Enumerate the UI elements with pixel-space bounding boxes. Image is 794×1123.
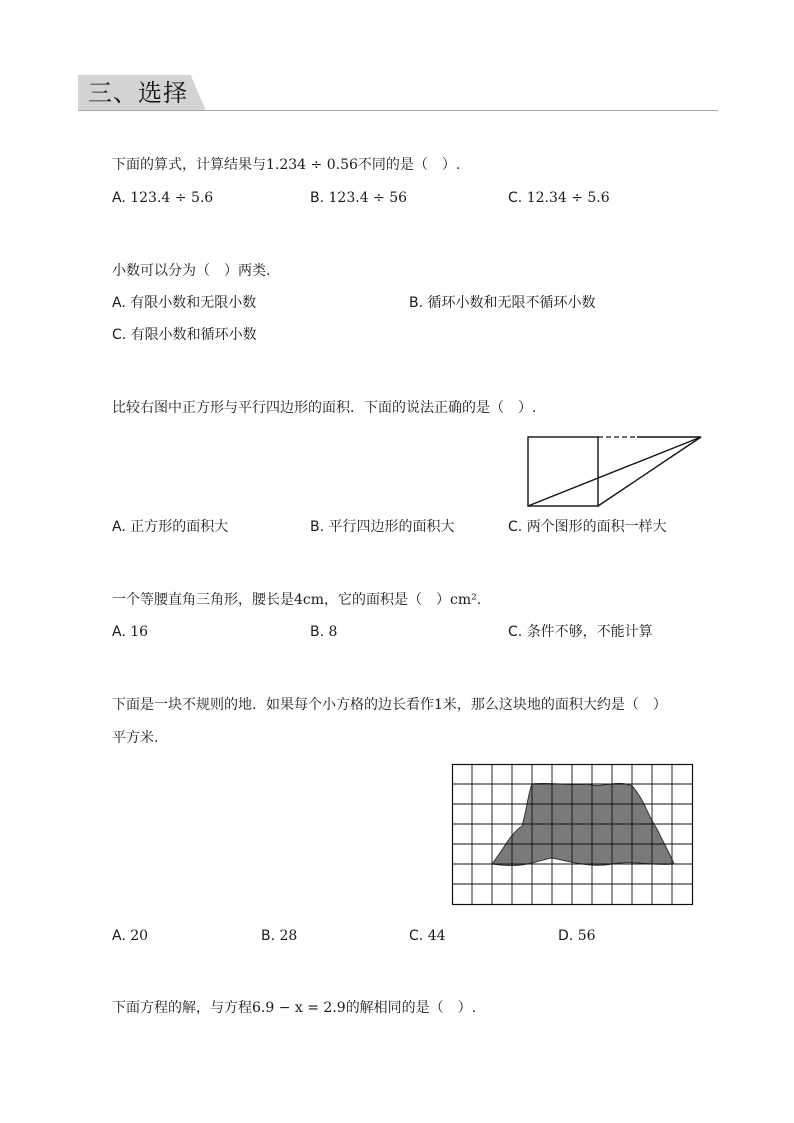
question-1-option-a[interactable] bbox=[112, 188, 213, 208]
option-text: 平行四边形的面积大 bbox=[328, 519, 455, 535]
question-1-stem bbox=[112, 155, 460, 175]
question-2-option-c[interactable] bbox=[112, 325, 257, 345]
question-5-stem-line-1 bbox=[112, 695, 667, 715]
question-4-option-b[interactable] bbox=[310, 622, 337, 642]
option-letter: C. bbox=[508, 190, 523, 206]
option-letter: A. bbox=[112, 295, 126, 311]
option-letter: C. bbox=[508, 519, 523, 535]
option-text: 有限小数和无限小数 bbox=[130, 295, 257, 311]
question-5-stem-tail: 米，那么这块地的面积大约是（ ） bbox=[442, 697, 667, 713]
option-letter: B. bbox=[310, 624, 325, 640]
question-4-stem-tail: . bbox=[476, 592, 482, 608]
option-letter: A. bbox=[112, 928, 126, 944]
question-1-option-c[interactable] bbox=[508, 188, 610, 208]
question-5-option-c[interactable] bbox=[409, 926, 446, 946]
question-1-stem-tail: 不同的是（ ）. bbox=[357, 157, 461, 173]
question-2-option-a[interactable] bbox=[112, 293, 256, 313]
option-text: 16 bbox=[130, 624, 149, 640]
option-text: 有限小数和循环小数 bbox=[130, 327, 257, 343]
irregular-land-grid bbox=[452, 764, 694, 906]
option-letter: B. bbox=[310, 190, 325, 206]
question-4-stem-text: 一个等腰直角三角形，腰长是 bbox=[112, 592, 294, 608]
question-2-stem: 小数可以分为（ ）两类. bbox=[112, 263, 271, 279]
question-3-stem: 比较右图中正方形与平行四边形的面积．下面的说法正确的是（ ）. bbox=[112, 400, 537, 416]
question-1-option-b[interactable] bbox=[310, 188, 407, 208]
question-3-option-a[interactable] bbox=[112, 517, 228, 537]
square-shape bbox=[528, 437, 598, 506]
question-6-stem-tail: 的解相同的是（ ）. bbox=[345, 1000, 477, 1016]
question-6-stem bbox=[112, 998, 476, 1018]
question-4-stem-math: 4cm bbox=[294, 592, 325, 608]
question-1-stem-text: 下面的算式，计算结果与 bbox=[112, 157, 266, 173]
option-text: 123.4 ÷ 56 bbox=[328, 190, 408, 206]
option-text: 8 bbox=[328, 624, 338, 640]
question-5-option-a[interactable] bbox=[112, 926, 148, 946]
option-letter: C. bbox=[112, 327, 127, 343]
option-letter: B. bbox=[409, 295, 424, 311]
question-3-option-b[interactable] bbox=[310, 517, 455, 537]
question-4-stem-mid: ，它的面积是（ ） bbox=[324, 592, 451, 608]
square-parallelogram-figure bbox=[527, 436, 707, 508]
question-2-option-b[interactable] bbox=[409, 293, 596, 313]
question-4-option-a[interactable] bbox=[112, 622, 148, 642]
question-6-stem-text: 下面方程的解，与方程 bbox=[112, 1000, 252, 1016]
option-letter: A. bbox=[112, 190, 126, 206]
option-text: 两个图形的面积一样大 bbox=[526, 519, 667, 535]
option-letter: C. bbox=[409, 928, 424, 944]
question-6-stem-math: 6.9 − x = 2.9 bbox=[252, 1000, 346, 1016]
section-title: 三、选择 bbox=[88, 79, 188, 107]
option-letter: D. bbox=[558, 928, 574, 944]
option-letter: A. bbox=[112, 624, 126, 640]
option-text: 正方形的面积大 bbox=[130, 519, 229, 535]
shaded-irregular-region bbox=[492, 783, 674, 865]
option-letter: A. bbox=[112, 519, 126, 535]
question-5-stem-line-2: 平方米. bbox=[112, 730, 159, 746]
question-3-option-c[interactable] bbox=[508, 517, 667, 537]
question-5-stem-math: 1 bbox=[434, 697, 443, 713]
option-letter: C. bbox=[508, 624, 523, 640]
question-5-stem-text: 下面是一块不规则的地．如果每个小方格的边长看作 bbox=[112, 697, 434, 713]
section-divider bbox=[78, 110, 718, 111]
option-text: 循环小数和无限不循环小数 bbox=[427, 295, 596, 311]
question-5-option-b[interactable] bbox=[261, 926, 297, 946]
option-text: 条件不够，不能计算 bbox=[526, 624, 653, 640]
option-text: 20 bbox=[130, 928, 149, 944]
question-4-stem bbox=[112, 590, 481, 610]
question-1-stem-math: 1.234 ÷ 0.56 bbox=[266, 157, 358, 173]
option-letter: B. bbox=[261, 928, 276, 944]
option-text: 28 bbox=[279, 928, 298, 944]
question-5-option-d[interactable] bbox=[558, 926, 596, 946]
question-4-option-c[interactable] bbox=[508, 622, 653, 642]
option-letter: B. bbox=[310, 519, 325, 535]
option-text: 56 bbox=[577, 928, 596, 944]
option-text: 123.4 ÷ 5.6 bbox=[130, 190, 214, 206]
option-text: 44 bbox=[427, 928, 446, 944]
option-text: 12.34 ÷ 5.6 bbox=[526, 190, 610, 206]
question-4-stem-unit: cm² bbox=[450, 592, 477, 608]
